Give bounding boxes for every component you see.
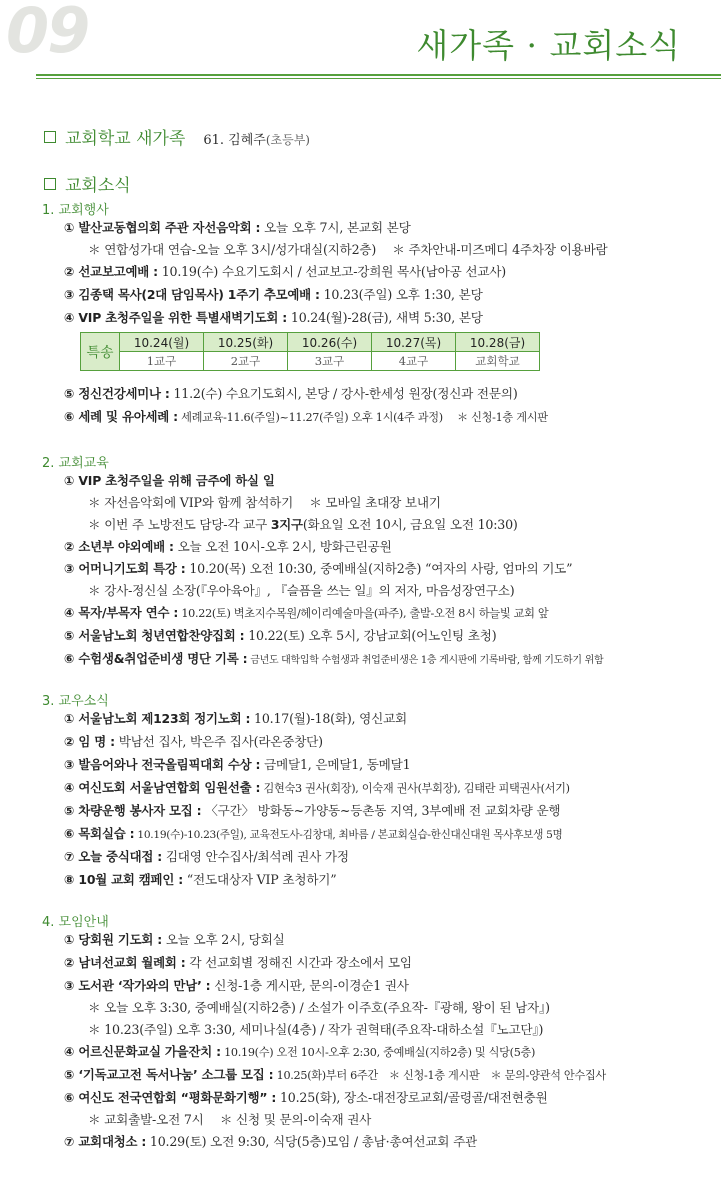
table-group: 4교구 [372, 352, 456, 371]
list-item: ③ 어머니기도회 특강 : 10.20(목) 오전 10:30, 중예배실(지하2층) “여자의 사랑, 엄마의 기도” [64, 561, 573, 576]
list-item: ⑥ 목회실습 : 10.19(수)-10.23(주일), 교육전도사-김창대, 최바름 / 본교회실습-한신대신대원 목사후보생 5명 [64, 826, 563, 841]
list-note: ＊ 교회출발-오전 7시 ＊ 신청 및 문의-이숙재 권사 [88, 1112, 372, 1127]
list-item: ② 남녀선교회 월례회 : 각 선교회별 정해진 시간과 장소에서 모임 [64, 955, 412, 970]
list-item: ① 발산교동협의회 주관 자선음악회 : 오늘 오후 7시, 본교회 본당 [64, 220, 411, 235]
list-item: ④ 여신도회 서울남연합회 임원선출 : 김현숙3 권사(회장), 이숙재 권사(부회장), 김태란 피택권사(서기) [64, 780, 570, 795]
list-item: ① VIP 초청주일을 위해 금주에 하실 일 [64, 473, 275, 488]
special-song-table [80, 332, 540, 371]
list-item: ② 임 명 : 박남선 집사, 박은주 집사(라온중창단) [64, 734, 323, 749]
table-date: 10.27(목) [372, 333, 456, 352]
header-rule [36, 74, 721, 76]
list-item: ④ 목자/부목자 연수 : 10.22(토) 벽초지수목원/헤이리예술마을(파주), 출발-오전 8시 하늘빛 교회 앞 [64, 605, 549, 620]
new-family-entry [203, 133, 310, 148]
list-item: ① 당회원 기도회 : 오늘 오후 2시, 당회실 [64, 932, 285, 947]
new-family-dept: (초등부) [265, 133, 310, 147]
list-item: ③ 발음어와나 전국올림픽대회 수상 : 금메달1, 은메달1, 동메달1 [64, 757, 411, 772]
subsection-title: 3. 교우소식 [42, 694, 109, 709]
subsection-title: 1. 교회행사 [42, 203, 109, 218]
list-item: ⑧ 10월 교회 캠페인 : “전도대상자 VIP 초청하기” [64, 872, 337, 887]
table-date: 10.24(월) [120, 333, 204, 352]
list-note: ＊ 10.23(주일) 오후 3:30, 세미나실(4층) / 작가 권혁태(주요작-대하소설『노고단』) [88, 1022, 544, 1037]
list-item: ⑤ 서울남노회 청년연합찬양집회 : 10.22(토) 오후 5시, 강남교회(어노인팅 초청) [64, 628, 497, 643]
table-group: 3교구 [288, 352, 372, 371]
new-family-name: 61. 김혜주 [203, 133, 266, 148]
square-bullet-icon [44, 131, 56, 143]
section-heading: 교회학교 새가족 [65, 129, 186, 149]
table-date: 10.26(수) [288, 333, 372, 352]
list-note: ＊ 오늘 오후 3:30, 중예배실(지하2층) / 소설가 이주호(주요작-『광해, 왕이 된 남자』) [88, 1000, 550, 1015]
subsection-title: 2. 교회교육 [42, 456, 109, 471]
list-item: ⑥ 수험생&취업준비생 명단 기록 : 금년도 대학입학 수험생과 취업준비생은 1층 게시판에 기록바람, 함께 기도하기 위함 [64, 651, 604, 666]
section-church-news [44, 171, 131, 196]
section-heading: 교회소식 [65, 176, 131, 196]
list-item: ② 소년부 야외예배 : 오늘 오전 10시-오후 2시, 방화근린공원 [64, 539, 392, 554]
list-item: ② 선교보고예배 : 10.19(수) 수요기도회시 / 선교보고-강희원 목사(남아공 선교사) [64, 264, 506, 279]
list-item: ⑤ ‘기독교고전 독서나눔’ 소그룹 모집 : 10.25(화)부터 6주간 ＊ 신청-1층 게시판 ＊ 문의-양관석 안수집사 [64, 1067, 606, 1082]
list-note: ＊ 연합성가대 연습-오늘 오후 3시/성가대실(지하2층) ＊ 주차안내-미즈메디 4주차장 이용바람 [88, 242, 608, 257]
list-item: ③ 도서관 ‘작가와의 만남’ : 신청-1층 게시판, 문의-이경순1 권사 [64, 978, 409, 993]
list-note: ＊ 이번 주 노방전도 담당-각 교구 3지구(화요일 오전 10시, 금요일 오전 10:30) [88, 517, 518, 532]
header-rule-thin [36, 78, 721, 79]
list-item: ⑤ 차량운행 봉사자 모집 : 〈구간〉 방화동~가양동~등촌동 지역, 3부예배 전 교회차량 운행 [64, 803, 561, 818]
page-title: 새가족 · 교회소식 [416, 26, 681, 65]
table-label: 특송 [81, 333, 120, 371]
list-item: ⑥ 세례 및 유아세례 : 세례교육-11.6(주일)~11.27(주일) 오후 1시(4주 과정) ＊ 신청-1층 게시판 [64, 409, 548, 424]
square-bullet-icon [44, 178, 56, 190]
list-item: ④ VIP 초청주일을 위한 특별새벽기도회 : 10.24(월)-28(금), 새벽 5:30, 본당 [64, 310, 483, 325]
list-item: ③ 김종택 목사(2대 담임목사) 1주기 추모예배 : 10.23(주일) 오후 1:30, 본당 [64, 287, 483, 302]
page-number: 09 [6, 0, 89, 67]
list-item: ⑤ 정신건강세미나 : 11.2(수) 수요기도회시, 본당 / 강사-한세성 원장(정신과 전문의) [64, 386, 518, 401]
table-group: 2교구 [204, 352, 288, 371]
page-header [0, 0, 721, 80]
list-item: ⑦ 교회대청소 : 10.29(토) 오전 9:30, 식당(5층)모임 / 총남·총여선교회 주관 [64, 1134, 478, 1149]
table-date: 10.25(화) [204, 333, 288, 352]
section-new-family [44, 124, 310, 149]
table-group: 교회학교 [456, 352, 540, 371]
list-note: ＊ 자선음악회에 VIP와 함께 참석하기 ＊ 모바일 초대장 보내기 [88, 495, 441, 510]
table-date: 10.28(금) [456, 333, 540, 352]
list-item: ⑦ 오늘 중식대접 : 김대영 안수집사/최석례 권사 가정 [64, 849, 349, 864]
list-item: ① 서울남노회 제123회 정기노회 : 10.17(월)-18(화), 영신교회 [64, 711, 408, 726]
list-item: ④ 어르신문화교실 가을잔치 : 10.19(수) 오전 10시-오후 2:30, 중예배실(지하2층) 및 식당(5층) [64, 1044, 536, 1059]
list-note: ＊ 강사-정신실 소장(『우아육아』, 『슬픔을 쓰는 일』의 저자, 마음성장연구소) [88, 583, 515, 598]
list-item: ⑥ 여신도 전국연합회 “평화문화기행” : 10.25(화), 장소-대전장로교회/골령골/대전현충원 [64, 1090, 548, 1105]
table-group: 1교구 [120, 352, 204, 371]
subsection-title: 4. 모임안내 [42, 915, 109, 930]
